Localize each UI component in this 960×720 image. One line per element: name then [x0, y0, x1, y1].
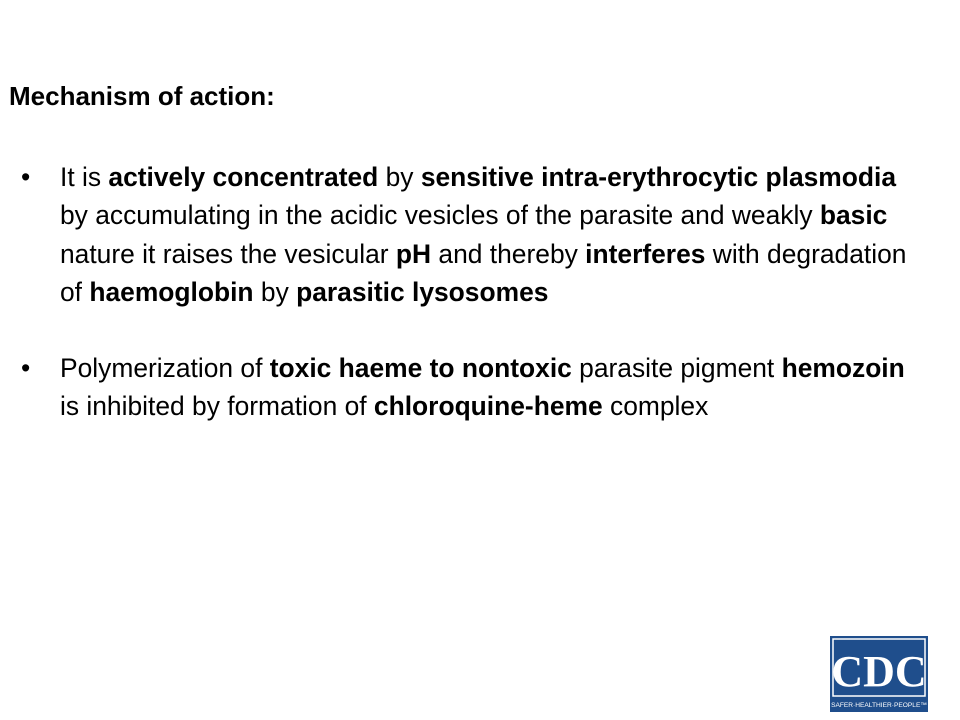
bold-run: haemoglobin	[89, 276, 254, 307]
cdc-logo	[830, 636, 928, 712]
text-run: It is	[60, 162, 109, 192]
logo-tagline: SAFER·HEALTHIER·PEOPLE™	[831, 702, 927, 709]
bold-run: actively concentrated	[108, 162, 379, 192]
bold-run: hemozoin	[781, 353, 905, 384]
text-run: Polymerization of	[60, 353, 270, 384]
text-run: with degradation of	[60, 238, 907, 307]
slide-heading: Mechanism of action:	[9, 81, 275, 111]
bold-run: toxic haeme to nontoxic	[269, 353, 572, 384]
logo-letters: CDC	[831, 647, 927, 696]
text-run: and thereby	[431, 238, 586, 269]
bold-run: basic	[819, 200, 888, 231]
bullet-marker: •	[21, 162, 31, 192]
bold-run: sensitive intra-erythrocytic plasmodia	[420, 162, 897, 192]
text-run: by	[378, 162, 421, 192]
bullet-marker: •	[21, 353, 31, 384]
text-run: parasite pigment	[571, 353, 782, 384]
bullet-text	[60, 162, 906, 307]
text-run: nature it raises the vesicular	[60, 238, 396, 269]
bold-run: pH	[395, 238, 432, 269]
text-run: by accumulating in the acidic vesicles of the parasite and weakly	[60, 200, 820, 231]
bold-run: parasitic lysosomes	[296, 276, 549, 307]
bold-run: chloroquine-heme	[373, 391, 603, 422]
bullet-item	[0, 158, 960, 311]
bold-run: interferes	[585, 238, 706, 269]
bullet-item	[0, 349, 960, 426]
bullet-list	[0, 158, 960, 464]
text-run: by	[253, 276, 297, 307]
bullet-text	[60, 353, 905, 421]
text-run: is inhibited by formation of	[60, 391, 374, 422]
text-run: complex	[602, 391, 709, 422]
